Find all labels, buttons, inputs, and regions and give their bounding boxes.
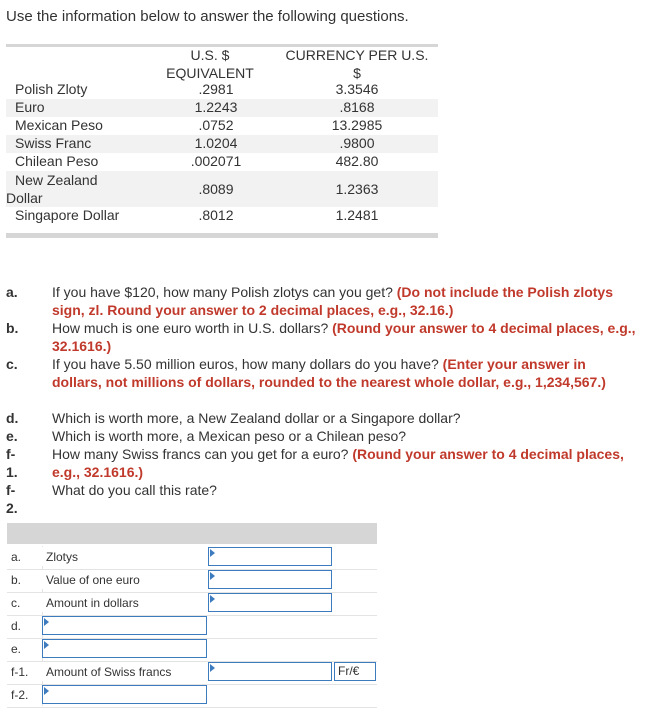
answer-row-f-1 (7, 661, 377, 685)
answer-description: Amount of Swiss francs (42, 662, 207, 681)
dropdown-marker-icon (210, 664, 215, 672)
answer-row-e (7, 638, 377, 662)
table-row (6, 153, 438, 171)
table-bottom-rule (6, 233, 438, 238)
swiss-francs-answer-input[interactable] (208, 662, 332, 681)
usd-equivalent-value: .002071 (190, 153, 242, 169)
table-row (6, 171, 438, 207)
row-label: f-1. (11, 665, 29, 679)
row-label: e. (11, 642, 22, 656)
instructions-text: Use the information below to answer the following questions. (6, 8, 409, 25)
usd-equivalent-value: .0752 (198, 117, 234, 133)
currency-per-usd-value: 482.80 (335, 153, 379, 169)
row-label: b. (11, 573, 22, 587)
table-row (6, 117, 438, 135)
usd-equivalent-value: .8012 (198, 207, 234, 223)
currency-name-continued: Dollar (6, 190, 43, 206)
dollars-answer-input[interactable] (208, 593, 332, 612)
table-row (6, 135, 438, 153)
euro-value-answer-input[interactable] (208, 570, 332, 589)
currency-name: Euro (15, 99, 45, 115)
table-row (6, 207, 438, 225)
answer-row-c (7, 592, 377, 616)
answer-description: Value of one euro (42, 570, 207, 589)
currency-per-usd-value: 13.2985 (331, 117, 383, 133)
dropdown-marker-icon (44, 641, 49, 649)
currency-per-usd-value: .8168 (339, 99, 375, 115)
zlotys-answer-input[interactable] (208, 547, 332, 566)
answer-description: Zlotys (42, 547, 207, 566)
answer-row-f-2 (7, 684, 377, 708)
currency-per-usd-value: .9800 (339, 135, 375, 151)
dropdown-marker-icon (210, 572, 215, 580)
table-row (6, 81, 438, 99)
currency-per-usd-value: 1.2363 (335, 181, 379, 197)
currency-name: New Zealand (15, 172, 98, 188)
row-label: a. (11, 550, 22, 564)
usd-equivalent-value: 1.2243 (194, 99, 238, 115)
currency-name: Swiss Franc (15, 135, 92, 151)
currency-name: Mexican Peso (15, 117, 103, 133)
column-header-usd-equivalent: U.S. $ EQUIVALENT (166, 47, 254, 81)
answer-row-a (7, 546, 377, 570)
answer-row-d (7, 615, 377, 639)
column-header-currency-per-usd: CURRENCY PER U.S. $ (285, 47, 429, 81)
dropdown-marker-icon (210, 595, 215, 603)
row-label: d. (11, 619, 22, 633)
row-label: f-2. (11, 688, 29, 702)
dropdown-marker-icon (44, 618, 49, 626)
dropdown-marker-icon (44, 687, 49, 695)
currency-name: Polish Zloty (15, 81, 88, 97)
currency-per-usd-value: 3.3546 (335, 81, 379, 97)
currency-name: Chilean Peso (15, 153, 99, 169)
rate-name-select[interactable] (42, 685, 207, 704)
usd-equivalent-value: 1.0204 (194, 135, 238, 151)
table-row (6, 99, 438, 117)
currency-name: Singapore Dollar (15, 207, 120, 223)
dropdown-marker-icon (210, 549, 215, 557)
answer-row-b (7, 569, 377, 593)
row-label: c. (11, 596, 21, 610)
usd-equivalent-value: .8089 (198, 181, 234, 197)
usd-equivalent-value: .2981 (198, 81, 234, 97)
answer-description: Amount in dollars (42, 593, 207, 612)
answer-table-header (7, 523, 377, 544)
currency-per-usd-value: 1.2481 (335, 207, 379, 223)
worth-more-nzd-sgd-select[interactable] (42, 616, 207, 635)
worth-more-peso-select[interactable] (42, 639, 207, 658)
unit-label: Fr/€ (334, 662, 376, 681)
